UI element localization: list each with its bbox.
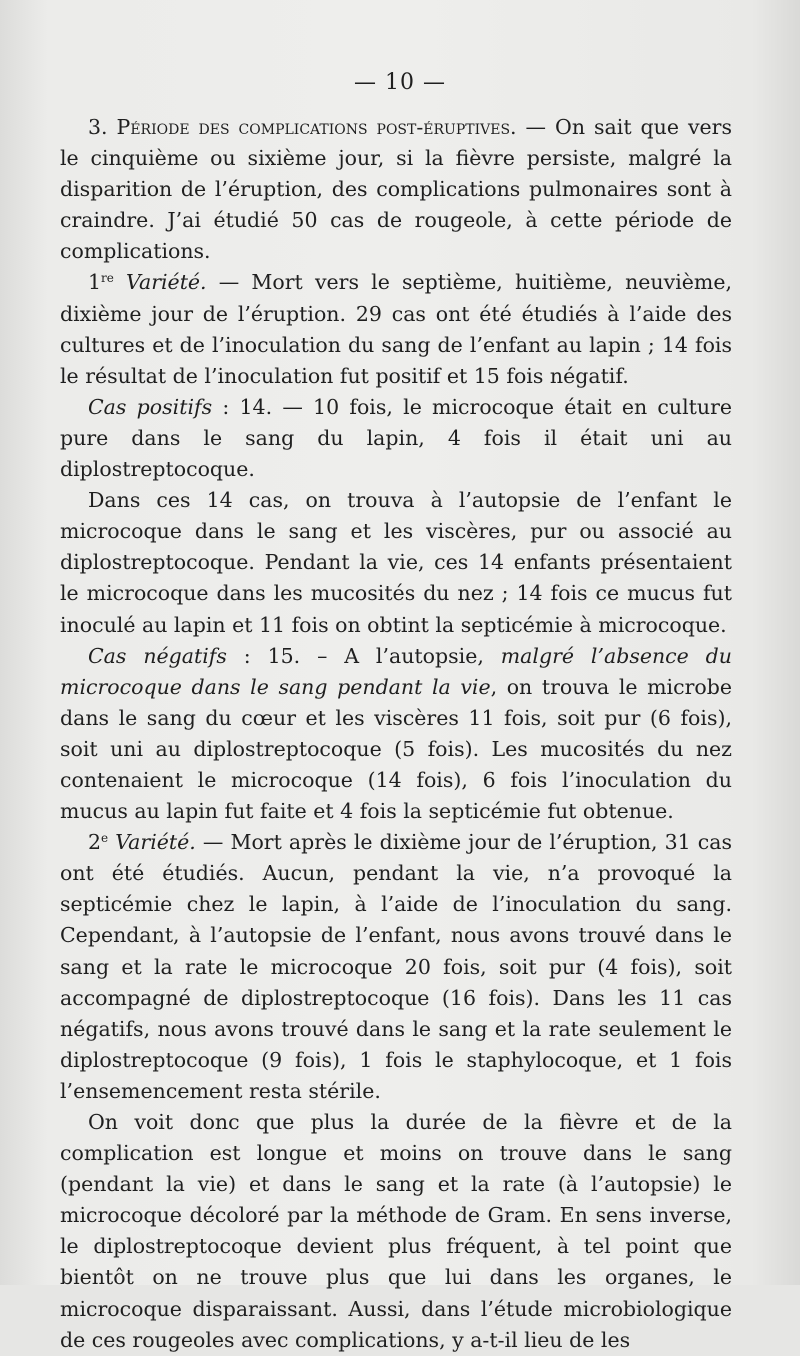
text-run: malgré l’absence du microcoque dans le sang pendant la vie [60,643,732,699]
paragraph [60,1107,732,1356]
paragraph [60,392,732,485]
text-run: Période des complications post-éruptives. [116,115,517,139]
text-run: Variété. [113,270,207,295]
text-run: e [101,831,109,846]
paragraph [60,827,732,1107]
page-number: — 10 — [354,70,446,95]
text-run: : 15. – A l’autopsie, [226,643,501,668]
text-run: re [101,271,114,286]
text-run: — Mort vers le septième, huitième, neuvième, dixième jour de l’éruption. 29 cas ont été étudiés à l’aide des cultures et de l’inoculation du sang de l’enfant au lapin ; 14 fois le résultat de l’inoculation fut positif et 15 fois négatif. [60,270,732,388]
text-run: 1 [88,270,102,295]
paragraph [60,485,732,640]
text-run: Dans ces 14 cas, on trouva à l’autopsie de l’enfant le microcoque dans le sang et les viscères, pur ou associé au diplostreptocoque. Pendant la vie, ces 14 enfants présentaient le microcoque dans les mucosités du nez ; 14 fois ce mucus fut inoculé au lapin et 11 fois on obtint la septicémie à microcoque. [60,488,732,637]
text-run: Cas positifs [88,394,213,419]
text-run: On voit donc que plus la durée de la fièvre et de la complication est longue et moins on trouve dans le sang (pendant la vie) et dans le sang et la rate (à l’autopsie) le microcoque décoloré par la méthode de Gram. En sens inverse, le diplostreptocoque devient plus fréquent, à tel point que bientôt on ne trouve plus que lui dans les organes, le microcoque disparaissant. Aussi, dans l’étude microbiologique de ces rougeoles avec complications, y a-t-il lieu de les [60,1110,732,1352]
paragraph [60,641,732,828]
text-run: Cas négatifs [88,643,227,668]
text-run: : 14. — 10 fois, le microcoque était en culture pure dans le sang du lapin, 4 fois il était uni au diplostreptocoque. [60,394,732,482]
paragraph [60,267,732,391]
text-run: Variété. [108,830,196,855]
text-run: 2 [88,830,102,855]
text-run: — Mort après le dixième jour de l’éruption, 31 cas ont été étudiés. Aucun, pendant la vie, n’a provoqué la septicémie chez le lapin, à l’aide de l’inoculation du sang. Cependant, à l’autopsie de l’enfant, nous avons trouvé dans le sang et la rate le microcoque 20 fois, soit pur (4 fois), soit accompagné de diplostreptocoque (16 fois). Dans les 11 cas négatifs, nous avons trouvé dans le sang et la rate seulement le diplostreptocoque (9 fois), 1 fois le staphylocoque, et 1 fois l’ensemencement resta stérile. [60,830,733,1103]
text-run: , on trouva le microbe dans le sang du cœur et les viscères 11 fois, soit pur (6 fois), soit uni au diplostreptocoque (5 fois). Les mucosités du nez contenaient le microcoque (14 fois), 6 fois l’inoculation du mucus au lapin fut faite et 4 fois la septicémie fut obtenue. [60,674,732,824]
text-run: 3. [88,115,117,139]
body-text [60,112,732,1356]
paragraph [60,112,732,267]
text-run: — On sait que vers le cinquième ou sixième jour, si la fièvre persiste, malgré la disparition de l’éruption, des complications pulmonaires sont à craindre. J’ai étudié 50 cas de rougeole, à cette période de complications. [60,115,732,264]
